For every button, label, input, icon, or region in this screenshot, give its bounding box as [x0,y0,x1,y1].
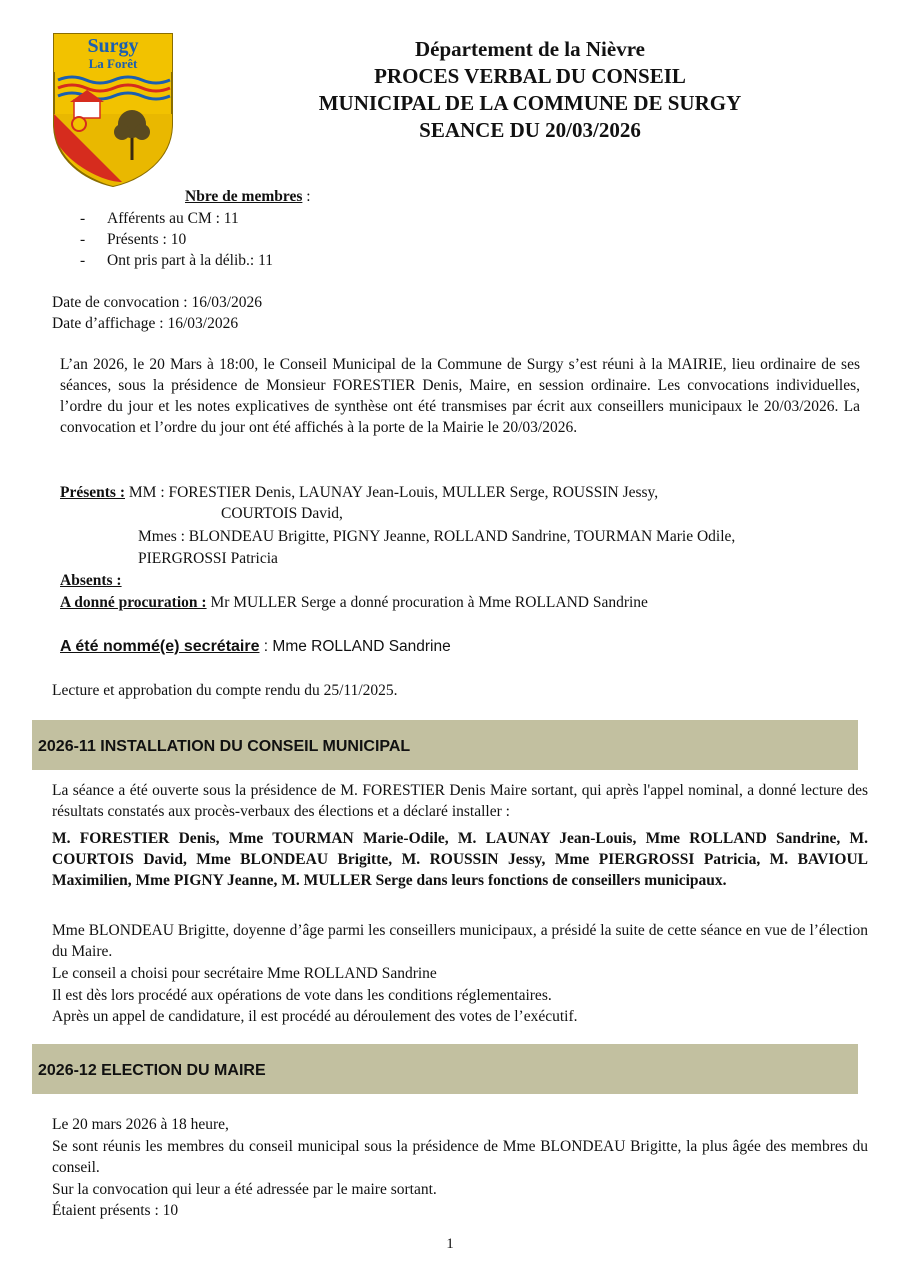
list-item: - Ont pris part à la délib.: 11 [80,252,274,269]
page-number: 1 [446,1236,454,1252]
members-label-suffix: : [302,188,311,205]
list-item: - Afférents au CM : 11 [80,210,239,227]
list-item: - Présents : 10 [80,231,187,248]
secretary-label: A été nommé(e) secrétaire [60,638,260,655]
section2-paragraph-1: Le 20 mars 2026 à 18 heure, [52,1116,229,1133]
section-heading-bar [32,1044,858,1094]
convocation-date: Date de convocation : 16/03/2026 [52,294,263,311]
section1-paragraph-1: La séance a été ouverte sous la présidence de M. FORESTIER Denis Maire sortant, qui après l'appel nominal, a donné lecture des résultats constatés aux procès-verbaux des élections et a déclaré installer : [52,782,868,820]
present-mm-line2: COURTOIS David, [221,505,343,522]
document-title [230,36,830,144]
title-line-2: MUNICIPAL DE LA COMMUNE DE SURGY [318,91,742,115]
section-heading-bar [32,720,858,770]
members-label: Nbre de membres [185,188,303,205]
absent-label: Absents : [60,572,122,589]
dates-block [52,292,262,334]
present-row [60,482,658,503]
secretary-row [60,636,451,657]
section-heading-election: 2026-12 ELECTION DU MAIRE [38,1062,266,1079]
title-line-1: PROCES VERBAL DU CONSEIL [374,64,686,88]
present-mm-line1: MM : FORESTIER Denis, LAUNAY Jean-Louis, MULLER Serge, ROUSSIN Jessy, [128,484,659,501]
logo-line2: La Forêt [88,56,138,71]
members-block [80,188,311,271]
secretary-text: : Mme ROLLAND Sandrine [259,638,451,655]
posting-date: Date d’affichage : 16/03/2026 [52,315,239,332]
intro-paragraph: L’an 2026, le 20 Mars à 18:00, le Conseil Municipal de la Commune de Surgy s’est réuni à la MAIRIE, lieu ordinaire de ses séances, sous la présidence de Monsieur FORESTIER Denis, Maire, en session ordinaire. Les convocations individuelles, l’ordre du jour et les notes explicatives de synthèse ont été transmises par écrit aux conseillers municipaux le 20/03/2026. La convocation et l’ordre du jour ont été affichés à la porte de la Mairie le 20/03/2026. [60,356,860,436]
department-title: Département de la Nièvre [415,37,645,61]
section2-paragraph-4: Étaient présents : 10 [52,1202,179,1219]
section1-paragraph-6: Après un appel de candidature, il est procédé au déroulement des votes de l’exécutif. [52,1008,578,1025]
present-mmes-line2: PIERGROSSI Patricia [138,550,278,567]
approval-text: Lecture et approbation du compte rendu du 25/11/2025. [52,682,398,699]
members-list [80,208,311,271]
present-label: Présents : [60,484,125,501]
municipal-crest-logo [52,32,174,188]
proxy-row [60,592,648,613]
members-item-text: Afférents au CM : 11 [107,210,239,227]
members-item-text: Présents : 10 [107,231,187,248]
proxy-text: Mr MULLER Serge a donné procuration à Mme ROLLAND Sandrine [206,594,648,611]
logo-line1: Surgy [87,35,139,57]
section1-installed-members: M. FORESTIER Denis, Mme TOURMAN Marie-Odile, M. LAUNAY Jean-Louis, Mme ROLLAND Sandrine, M. COURTOIS David, Mme BLONDEAU Brigitte, M. ROUSSIN Jessy, Mme PIERGROSSI Patricia, M. BAVIOUL Maximilien, Mme PIGNY Jeanne, M. MULLER Serge dans leurs fonctions de conseillers municipaux. [52,830,868,889]
section2-paragraph-2: Se sont réunis les membres du conseil municipal sous la présidence de Mme BLONDEAU Brigitte, la plus âgée des membres du conseil. [52,1138,868,1176]
section1-paragraph-5: Il est dès lors procédé aux opérations de vote dans les conditions réglementaires. [52,987,552,1004]
present-mmes-line1: Mmes : BLONDEAU Brigitte, PIGNY Jeanne, ROLLAND Sandrine, TOURMAN Marie Odile, [138,528,736,545]
section-heading-installation: 2026-11 INSTALLATION DU CONSEIL MUNICIPAL [38,738,411,755]
title-line-3: SEANCE DU 20/03/2026 [419,118,641,142]
section2-paragraph-3: Sur la convocation qui leur a été adressée par le maire sortant. [52,1181,437,1198]
section1-paragraph-3: Mme BLONDEAU Brigitte, doyenne d’âge parmi les conseillers municipaux, a présidé la suite de cette séance en vue de l’élection du Maire. [52,922,868,960]
proxy-label: A donné procuration : [60,594,207,611]
members-item-text: Ont pris part à la délib.: 11 [107,252,274,269]
section1-paragraph-4: Le conseil a choisi pour secrétaire Mme ROLLAND Sandrine [52,965,437,982]
